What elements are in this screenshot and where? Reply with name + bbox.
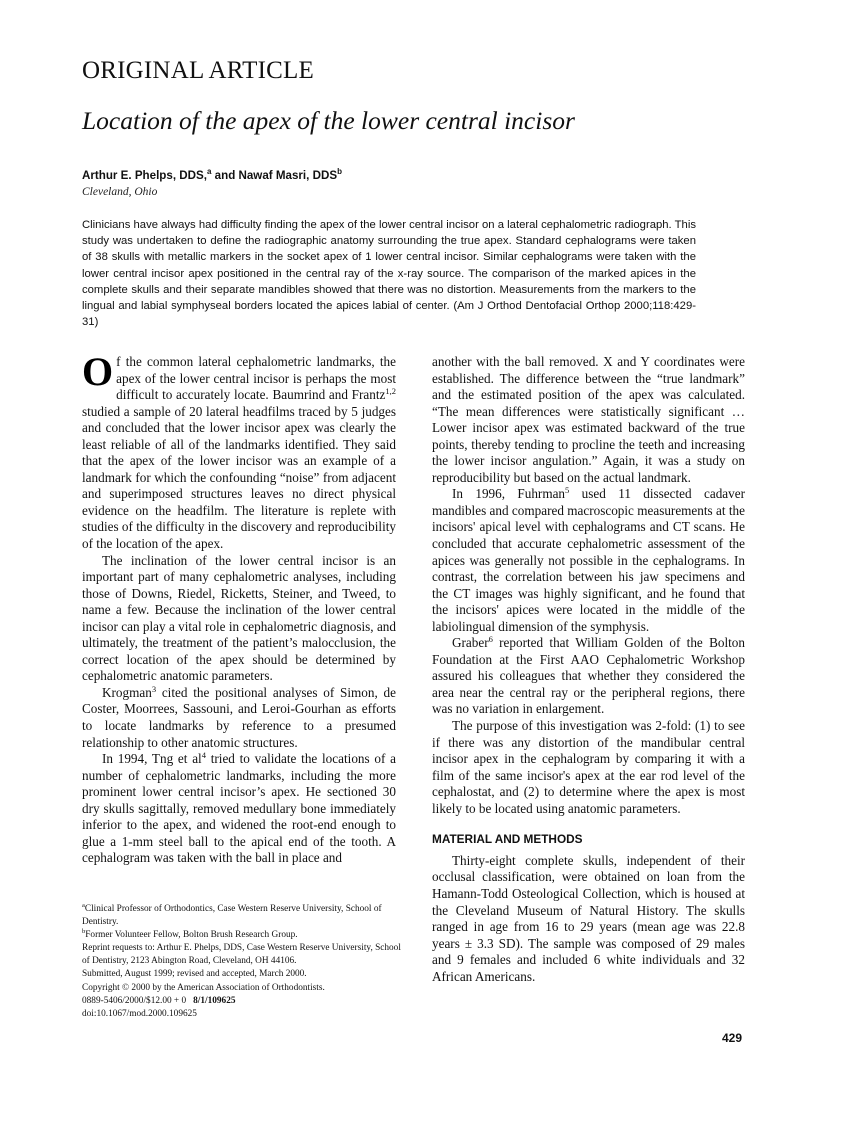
citation-ref[interactable]: 1,2 — [385, 386, 396, 397]
author-line — [82, 167, 342, 182]
paragraph — [82, 685, 396, 751]
article-code: 8/1/109625 — [193, 995, 236, 1006]
paragraph-text: reported that William Golden of the Bolton Foundation at the First AAO Cephalometric Workshop assured his colleagues that whether they considered the area near the central ray or the peripheral regions, there was no variation in enlargement. — [432, 635, 745, 717]
paragraph-text: In 1994, Tng et al — [102, 751, 202, 767]
paragraph-text: cited the positional analyses of Simon, de Coster, Moorrees, Sassouni, and Leroi-Gourhan as efforts to locate landmarks by reference to a presumed relationship to other anatomic structures. — [82, 684, 396, 750]
paragraph — [82, 349, 396, 553]
footnote-mark: a — [82, 901, 85, 909]
citation-ref[interactable]: 5 — [565, 485, 570, 496]
page-number: 429 — [722, 1031, 743, 1045]
footnote-copyright: Copyright © 2000 by the American Association of Orthodontists. — [82, 982, 325, 993]
author-location: Cleveland, Ohio — [82, 186, 158, 198]
section-label: ORIGINAL ARTICLE — [82, 57, 314, 84]
paragraph-text: Krogman — [102, 684, 152, 700]
section-heading: MATERIAL AND METHODS — [432, 832, 583, 847]
author-name: and Nawaf Masri, DDS — [211, 168, 338, 182]
footnote-doi[interactable]: doi:10.1067/mod.2000.109625 — [82, 1008, 197, 1019]
footnote-affiliation-b — [82, 929, 402, 942]
footnote-submitted: Submitted, August 1999; revised and accepted, March 2000. — [82, 969, 307, 980]
drop-cap: O — [82, 349, 114, 394]
citation-ref[interactable]: 3 — [151, 683, 157, 694]
footnote-affiliation-a — [82, 903, 402, 929]
paragraph: another with the ball removed. X and Y coordinates were established. The difference between the “true landmark” and the estimated position of the apex was calculated. “The mean differences were statistically significant … Lower incisor apex was estimated backward of the true points, thereby tending to procline the teeth and increasing the lower incisor angulation.” Again, it was a study on reproducibility but based on the actual landmark. — [432, 354, 745, 485]
paragraph-text: tried to validate the locations of a number of cephalometric landmarks, including the more prominent lower central incisor’s apex. He sectioned 30 dry skulls sagittally, removed medullary bone immediately inferior to the apex, and widened the root-end enough to glue a 1-mm steel ball to the apical end of the tooth. A cephalogram was taken with the ball in place and — [82, 751, 396, 866]
paragraph: The inclination of the lower central incisor is an important part of many cephalometric analyses, including those of Downs, Riedel, Ricketts, Steiner, and Tweed, to name a few. Because the inclination of the lower central incisor can play a vital role in cephalometric diagnosis, and ultimately, the treatment of the patient’s malocclusion, the correct location of the apex should be determined by cephalometric anatomic parameters. — [82, 552, 396, 684]
citation-ref[interactable]: 4 — [201, 750, 206, 761]
affiliation-mark: a — [206, 167, 212, 176]
citation-ref[interactable]: 6 — [488, 634, 493, 645]
paragraph-text: Graber — [452, 635, 489, 651]
paragraph: The purpose of this investigation was 2-fold: (1) to see if there was any distortion of the mandibular central incisor apex in the cephalogram by comparing it with a film of the same incisor's apex at the ear rod level of the cephalostat, and (2) to determine where the apex is most likely to be located using anatomic parameters. — [432, 718, 745, 816]
author-name: Arthur E. Phelps, DDS, — [82, 168, 207, 182]
footnote-text: Former Volunteer Fellow, Bolton Brush Research Group. — [85, 930, 298, 941]
paragraph-text: f the common lateral cephalometric landmarks, the apex of the lower central incisor is perhaps the most difficult to accurately locate. Baumrind and Frantz — [116, 354, 396, 403]
footnote-text: Clinical Professor of Orthodontics, Case Western Reserve University, School of Dentistry. — [82, 904, 382, 928]
affiliation-mark: b — [337, 167, 342, 176]
paragraph-text: studied a sample of 20 lateral headfilms traced by 5 judges and concluded that the lower incisor apex was clearly the least reliable of all of the landmarks identified. They said that the apex of the lower incisor was an example of a landmark for which the confounding “noise” from adjacent and superimposed structures leaves no direct physical evidence on the headfilm. The literature is replete with studies of the difficulty in the discovery and reproducibility of the location of the apex. — [82, 403, 396, 552]
article-title: Location of the apex of the lower central incisor — [82, 106, 575, 135]
footnote-issn — [82, 995, 402, 1008]
paragraph-text: In 1996, Fuhrman — [452, 486, 566, 502]
footnotes — [82, 903, 402, 1021]
paragraph-text: used 11 dissected cadaver mandibles and compared macroscopic measurements at the incisors' apical level with cephalograms and CT scans. He concluded that accurate cephalometric assessment of the apices was generally not possible in the cephalograms. In contrast, the correlation between his jaw specimens and the CT images was highly significant, and he found that the incisors' apices were located in the middle of the labiolingual dimension of the symphysis. — [432, 486, 745, 634]
footnote-reprint: Reprint requests to: Arthur E. Phelps, DDS, Case Western Reserve University, School of Dentistry, 2123 Abington Road, Cleveland, OH 44106. — [82, 943, 401, 967]
abstract: Clinicians have always had difficulty finding the apex of the lower central incisor on a lateral cephalometric radiograph. This study was undertaken to define the radiographic anatomy surrounding the true apex. Standard cephalograms were taken of 38 skulls with metallic markers in the socket apex of 1 lower central incisor. Similar cephalograms were taken with the lower central incisor apex positioned in the central ray of the x-ray source. The comparison of the marked apices in the complete skulls and their separate mandibles showed that there was no distortion. Measurements from the markers to the lingual and labial symphyseal borders located the apices labial of center. (Am J Orthod Dentofacial Orthop 2000;118:429-31) — [82, 219, 696, 329]
paragraph — [432, 486, 745, 635]
body-column-left — [82, 349, 396, 867]
body-column-right — [432, 354, 745, 985]
paragraph — [432, 635, 745, 718]
footnote-mark: b — [82, 928, 86, 936]
issn-text: 0889-5406/2000/$12.00 + 0 — [82, 995, 187, 1006]
paragraph: Thirty-eight complete skulls, independent of their occlusal classification, were obtained on loan from the Hamann-Todd Osteological Collection, which is housed at the Cleveland Museum of Natural History. The skulls ranged in age from 16 to 29 years (mean age was 22.8 years ± 3.3 SD). The sample was composed of 29 males and 9 females and included 6 white individuals and 32 African Americans. — [432, 852, 745, 984]
paragraph — [82, 751, 396, 867]
